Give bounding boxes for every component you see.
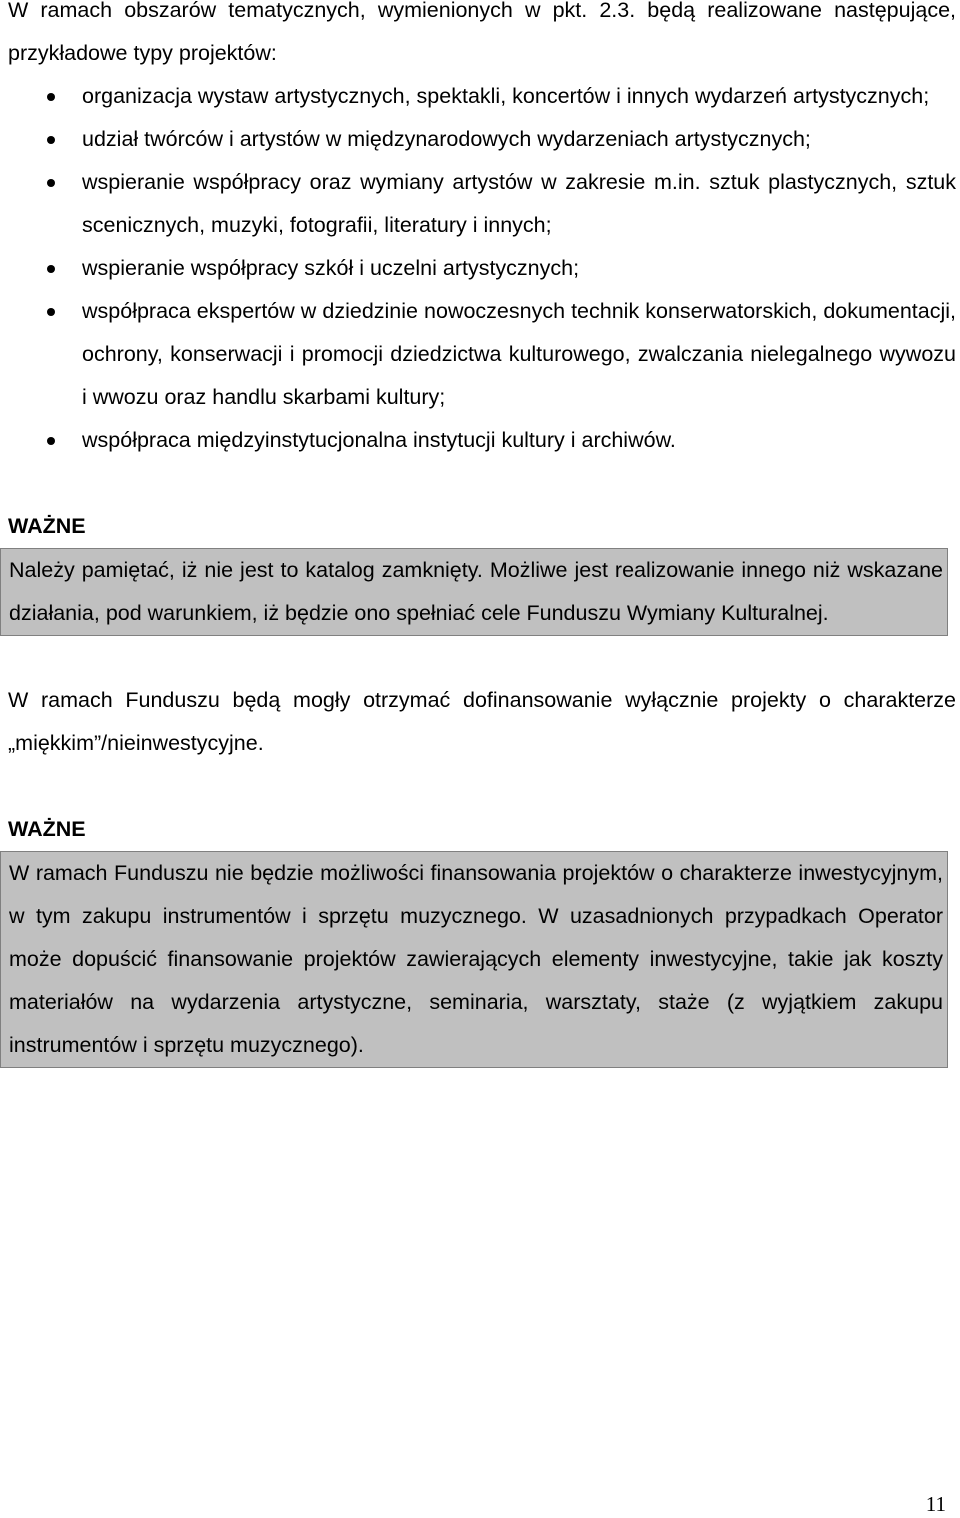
bullet-icon	[47, 265, 55, 273]
notice-text: Należy pamiętać, iż nie jest to katalog zamknięty. Możliwe jest realizowanie innego niż wskazane działania, pod warunkiem, iż będzie ono spełniać cele Funduszu Wymiany Kulturalnej.	[9, 558, 943, 625]
bullet-icon	[47, 437, 55, 445]
list-item-text: organizacja wystaw artystycznych, spektakli, koncertów i innych wydarzeń artystycznych;	[82, 84, 930, 108]
document-page	[8, 0, 956, 1068]
notice-heading: WAŻNE	[8, 514, 86, 538]
list-item-text: wspieranie współpracy szkół i uczelni artystycznych;	[82, 256, 580, 280]
notice-heading: WAŻNE	[8, 817, 86, 841]
list-item	[8, 419, 956, 462]
project-types-list	[8, 75, 956, 462]
list-item	[8, 161, 956, 247]
list-item-text: udział twórców i artystów w międzynarodowych wydarzeniach artystycznych;	[82, 127, 811, 151]
notice-text: W ramach Funduszu nie będzie możliwości finansowania projektów o charakterze inwestycyjnym, w tym zakupu instrumentów i sprzętu muzycznego. W uzasadnionych przypadkach Operator może dopuścić finansowanie projektów zawierających elementy inwestycyjne, takie jak koszty materiałów na wydarzenia artystyczne, seminaria, warsztaty, staże (z wyjątkiem zakupu instrumentów i sprzętu muzycznego).	[9, 861, 943, 1057]
list-item	[8, 118, 956, 161]
bullet-icon	[47, 308, 55, 316]
notice-box	[0, 548, 948, 636]
bullet-icon	[47, 179, 55, 187]
list-item-text: współpraca ekspertów w dziedzinie nowoczesnych technik konserwatorskich, dokumentacji, ochrony, konserwacji i promocji dziedzictwa kulturowego, zwalczania nielegalnego wywozu i wwozu oraz handlu skarbami kultury;	[82, 299, 956, 409]
page-number: 11	[925, 1492, 946, 1516]
list-item	[8, 290, 956, 419]
bullet-icon	[47, 93, 55, 101]
list-item	[8, 75, 956, 118]
list-item	[8, 247, 956, 290]
funding-paragraph: W ramach Funduszu będą mogły otrzymać dofinansowanie wyłącznie projekty o charakterze „miękkim”/nieinwestycyjne.	[8, 688, 956, 755]
list-item-text: współpraca międzyinstytucjonalna instytucji kultury i archiwów.	[82, 428, 676, 452]
intro-paragraph: W ramach obszarów tematycznych, wymienionych w pkt. 2.3. będą realizowane następujące, przykładowe typy projektów:	[8, 0, 956, 65]
list-item-text: wspieranie współpracy oraz wymiany artystów w zakresie m.in. sztuk plastycznych, sztuk scenicznych, muzyki, fotografii, literatury i innych;	[82, 170, 956, 237]
bullet-icon	[47, 136, 55, 144]
notice-box	[0, 851, 948, 1068]
